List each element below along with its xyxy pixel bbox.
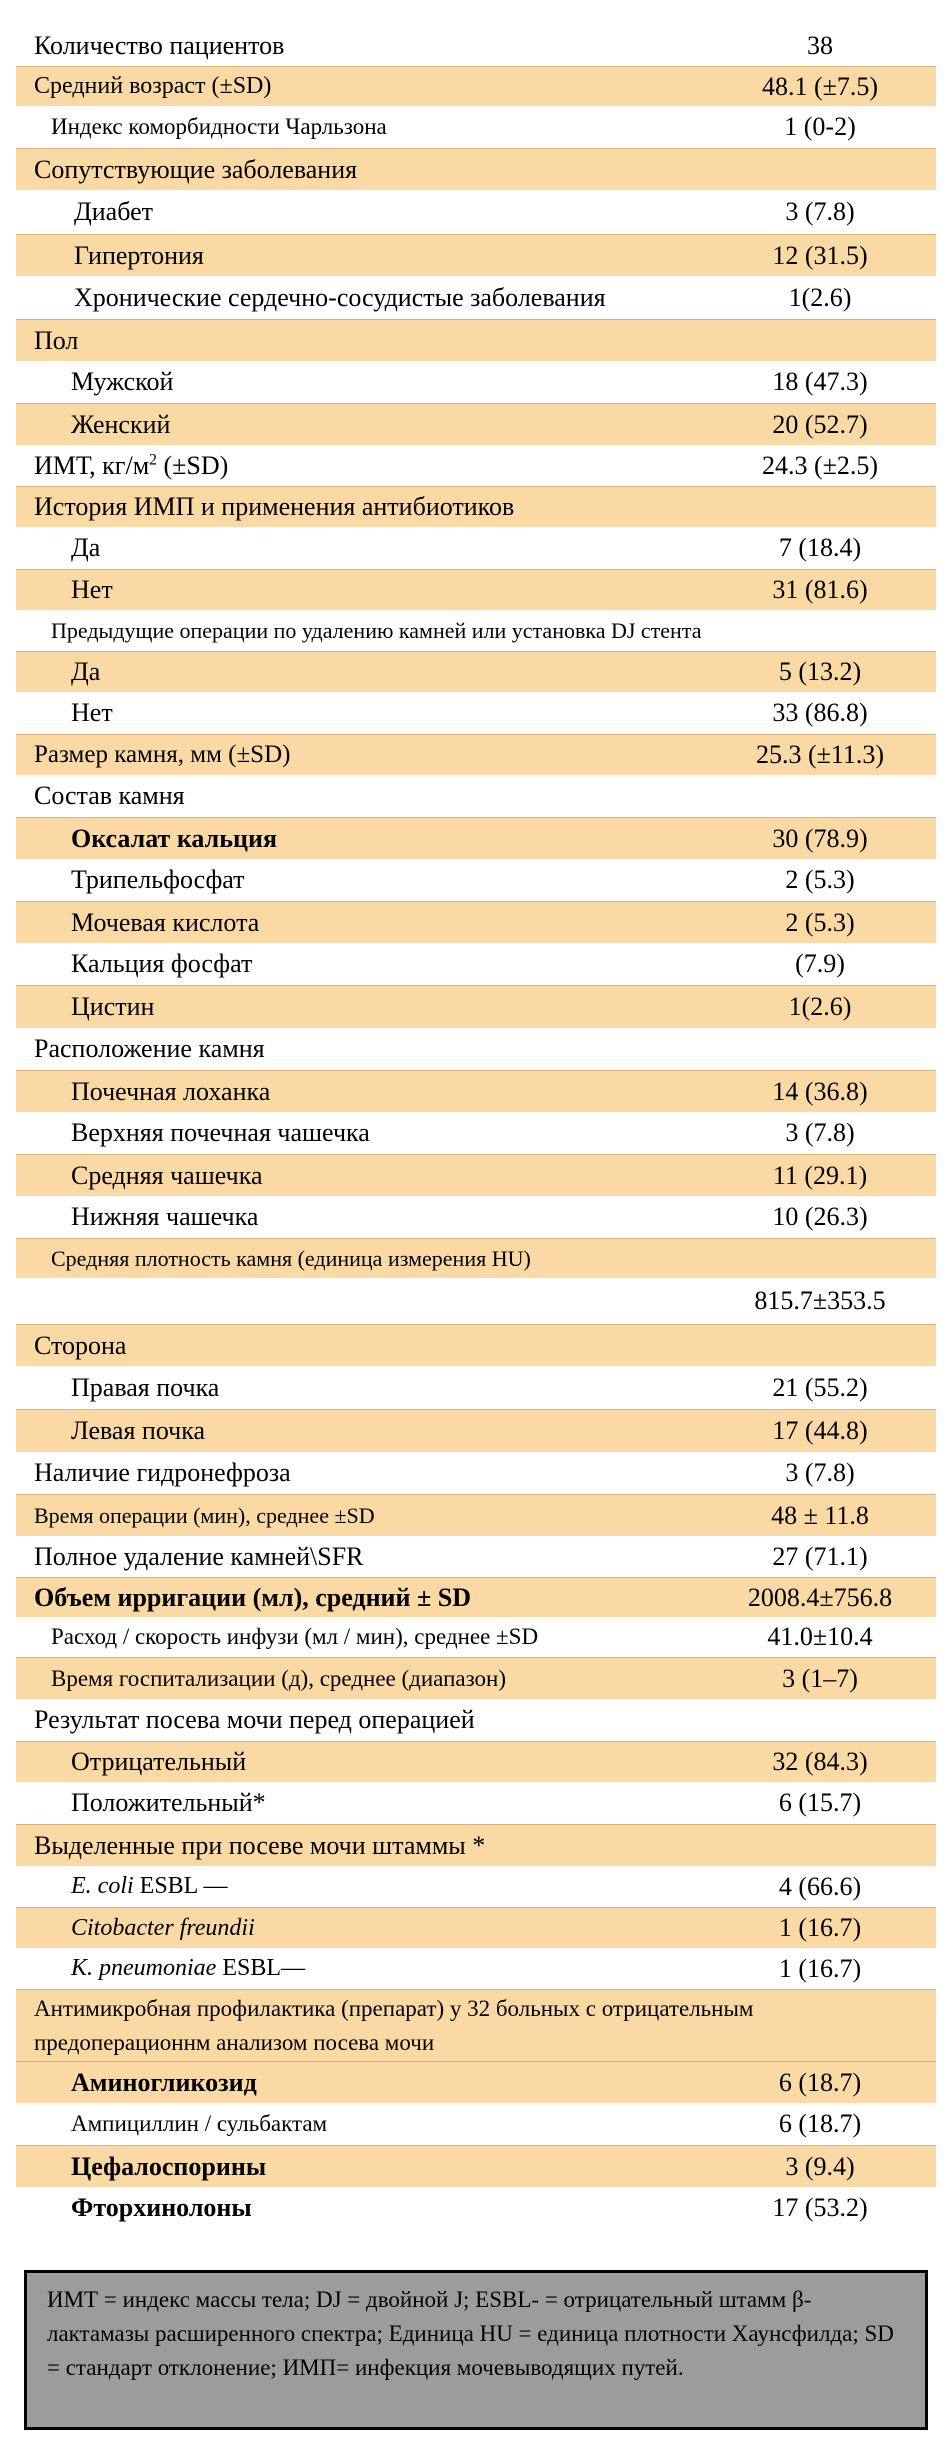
row-value: 48.1 (±7.5) xyxy=(761,71,879,101)
row-label: Цистин xyxy=(71,992,155,1021)
row-value: 17 (53.2) xyxy=(772,2193,868,2222)
row-value: 17 (44.8) xyxy=(772,1416,868,1445)
table-row xyxy=(16,106,936,148)
row-label: Средняя плотность камня (единица измерения HU) xyxy=(51,1245,531,1271)
row-value: 6 (18.7) xyxy=(778,2109,862,2138)
row-label: Мужской xyxy=(71,367,174,396)
table-row xyxy=(16,26,936,66)
row-value: 48 ± 11.8 xyxy=(771,1500,869,1530)
row-value: 3 (7.8) xyxy=(785,1458,855,1487)
row-value: 2008.4±756.8 xyxy=(747,1582,893,1612)
row-label: Хронические сердечно-сосудистые заболевания xyxy=(74,282,606,312)
row-label: Выделенные при посеве мочи штаммы * xyxy=(34,1830,486,1860)
row-label: Результат посева мочи перед операцией xyxy=(34,1705,475,1734)
row-label: История ИМП и применения антибиотиков xyxy=(34,492,515,521)
row-label: Время операции (мин), среднее ±SD xyxy=(34,1502,375,1528)
row-label: Средний возраст (±SD) xyxy=(34,73,272,99)
table-row xyxy=(16,445,936,486)
row-label: Положительный* xyxy=(71,1788,266,1817)
table-row xyxy=(16,1028,936,1070)
row-value: (7.9) xyxy=(795,949,845,978)
row-value: 38 xyxy=(807,31,833,60)
table-row xyxy=(16,1617,936,1657)
table-row xyxy=(16,1907,936,1948)
row-value: 33 (86.8) xyxy=(772,698,868,727)
row-value: 1 (16.7) xyxy=(778,1953,862,1983)
row-label: Citobacter freundii xyxy=(71,1914,255,1941)
row-value: 12 (31.5) xyxy=(772,240,868,270)
row-value: 31 (81.6) xyxy=(772,575,868,604)
table-row xyxy=(16,569,936,610)
row-label: Трипельфосфат xyxy=(71,865,245,894)
row-value: 2 (5.3) xyxy=(785,865,855,894)
row-label: Левая почка xyxy=(71,1416,206,1445)
row-label: Верхняя почечная чашечка xyxy=(71,1118,370,1147)
row-label: ИМТ, $кг/м^2$ (±SD) xyxy=(34,450,229,480)
row-label: E. coli ESBL — xyxy=(71,1873,228,1899)
footnote-text: ИМТ = индекс массы тела; DJ = двойной J; ESBL- = отрицательный штамм β-лактамазы расширенного спектра; Единица HU = единица плотности Хаунсфилда; SD = стандарт отклонение; ИМП= инфекция мочевыводящих путей. xyxy=(47,2287,894,2380)
table-row xyxy=(16,2145,936,2187)
row-value: 25.3 (±11.3) xyxy=(755,740,885,769)
table-row xyxy=(16,2187,936,2229)
row-label: Отрицательный xyxy=(71,1747,247,1776)
table-row xyxy=(16,1238,936,1278)
table-row xyxy=(16,276,936,319)
row-label: Объем ирригации (мл), средний ± SD xyxy=(34,1582,472,1612)
row-value: 7 (18.4) xyxy=(778,533,862,562)
row-label: Время госпитализации (д), среднее (диапазон) xyxy=(51,1665,507,1691)
row-label: Гипертония xyxy=(74,240,204,270)
row-value: 3 (1–7) xyxy=(782,1663,858,1693)
table-row xyxy=(16,527,936,569)
row-label: Пол xyxy=(34,325,79,355)
table-row xyxy=(16,1278,936,1324)
row-value: 3 (7.8) xyxy=(785,197,855,226)
table-row xyxy=(16,1657,936,1699)
row-value: 10 (26.3) xyxy=(772,1202,868,1231)
row-value: 815.7±353.5 xyxy=(754,1286,886,1315)
row-value: 3 (7.8) xyxy=(785,1118,855,1147)
row-value: 24.3 (±2.5) xyxy=(761,450,879,480)
row-label: Размер камня, мм (±SD) xyxy=(34,741,291,768)
table-row xyxy=(16,859,936,901)
row-label: Средняя чашечка xyxy=(71,1160,263,1190)
row-label: Полное удаление камней\SFR xyxy=(34,1541,364,1571)
row-value: 1 (16.7) xyxy=(778,1913,862,1942)
table-row xyxy=(16,66,936,106)
table-row xyxy=(16,1494,936,1536)
table-row xyxy=(16,234,936,276)
table-row xyxy=(16,319,936,361)
table-row xyxy=(16,692,936,734)
row-label: Индекс коморбидности Чарльзона xyxy=(51,114,387,139)
footnote-box xyxy=(24,2270,928,2430)
row-label: Аминогликозид xyxy=(71,2067,257,2097)
row-label: Мочевая кислота xyxy=(71,907,260,937)
table-row xyxy=(16,1824,936,1866)
row-label: Цефалоспорины xyxy=(71,2151,267,2181)
row-value: 14 (36.8) xyxy=(772,1076,868,1106)
table-row xyxy=(16,817,936,859)
row-value: 32 (84.3) xyxy=(772,1747,868,1776)
table-row xyxy=(16,1409,936,1452)
table-row xyxy=(16,1866,936,1907)
row-label: Расход / скорость инфузи (мл / мин), среднее ±SD xyxy=(51,1624,539,1649)
row-label: Фторхинолоны xyxy=(71,2193,252,2222)
table-row xyxy=(16,1948,936,1989)
table-row xyxy=(16,610,936,651)
table-row xyxy=(16,1112,936,1154)
row-value: 30 (78.9) xyxy=(772,823,868,853)
table-row xyxy=(16,1196,936,1238)
row-value: 1(2.6) xyxy=(788,992,852,1021)
table-row xyxy=(16,486,936,527)
row-value: 6 (15.7) xyxy=(778,1788,862,1817)
row-label: K. pneumoniae ESBL— xyxy=(71,1955,305,1981)
table-row xyxy=(16,190,936,234)
row-label: Сопутствующие заболевания xyxy=(34,154,358,184)
table-row xyxy=(16,651,936,692)
row-label: Диабет xyxy=(74,197,153,226)
table-row xyxy=(16,1699,936,1741)
row-label: Нижняя чашечка xyxy=(71,1202,259,1231)
table-row xyxy=(16,1154,936,1196)
table-row xyxy=(16,1782,936,1824)
row-value: 27 (71.1) xyxy=(772,1541,868,1571)
row-label: Кальция фосфат xyxy=(71,949,253,978)
patient-characteristics-table xyxy=(16,26,936,2229)
table-row xyxy=(16,985,936,1028)
row-value: 21 (55.2) xyxy=(772,1372,868,1402)
table-row xyxy=(16,775,936,817)
row-label: Антимикробная профилактика (препарат) у 32 больных с отрицательным предоперационнм анализом посева мочи xyxy=(34,1995,754,2055)
table-row xyxy=(16,734,936,775)
table-row xyxy=(16,1324,936,1366)
row-value: 11 (29.1) xyxy=(772,1160,868,1190)
row-value: 2 (5.3) xyxy=(785,907,855,937)
table-row xyxy=(16,1989,936,2061)
table-row xyxy=(16,943,936,985)
table-row xyxy=(16,1741,936,1782)
row-value: 18 (47.3) xyxy=(772,367,868,396)
table-row xyxy=(16,148,936,190)
row-label: Почечная лоханка xyxy=(71,1076,271,1106)
row-label: Правая почка xyxy=(71,1372,220,1402)
row-value: 5 (13.2) xyxy=(778,657,862,686)
row-label: Нет xyxy=(71,575,113,604)
row-value: 20 (52.7) xyxy=(772,409,868,439)
table-row xyxy=(16,1577,936,1617)
row-label: Предыдущие операции по удалению камней или установка DJ стента xyxy=(51,617,702,643)
row-value: 3 (9.4) xyxy=(785,2151,855,2181)
table-row xyxy=(16,403,936,445)
row-label: Количество пациентов xyxy=(34,31,285,60)
row-value: 4 (66.6) xyxy=(778,1871,862,1901)
row-label: Наличие гидронефроза xyxy=(34,1458,291,1487)
table-row xyxy=(16,1452,936,1494)
row-label: Расположение камня xyxy=(34,1034,265,1063)
table-row xyxy=(16,361,936,403)
row-label: Да xyxy=(71,533,101,562)
row-label: Сторона xyxy=(34,1330,127,1360)
table-row xyxy=(16,2061,936,2103)
table-row xyxy=(16,2103,936,2145)
row-label: Оксалат кальция xyxy=(71,823,278,853)
row-label: Нет xyxy=(71,698,113,727)
table-row xyxy=(16,1070,936,1112)
row-label: Ампициллин / сульбактам xyxy=(71,2111,328,2136)
row-value: 41.0±10.4 xyxy=(767,1622,873,1651)
table-row xyxy=(16,1536,936,1577)
row-label: Да xyxy=(71,657,101,686)
row-label: Состав камня xyxy=(34,781,185,810)
row-value: 6 (18.7) xyxy=(778,2067,862,2097)
table-row xyxy=(16,901,936,943)
row-value: 1 (0-2) xyxy=(784,112,856,141)
row-label: Женский xyxy=(71,409,171,439)
table-row xyxy=(16,1366,936,1409)
row-value: 1(2.6) xyxy=(788,282,852,312)
